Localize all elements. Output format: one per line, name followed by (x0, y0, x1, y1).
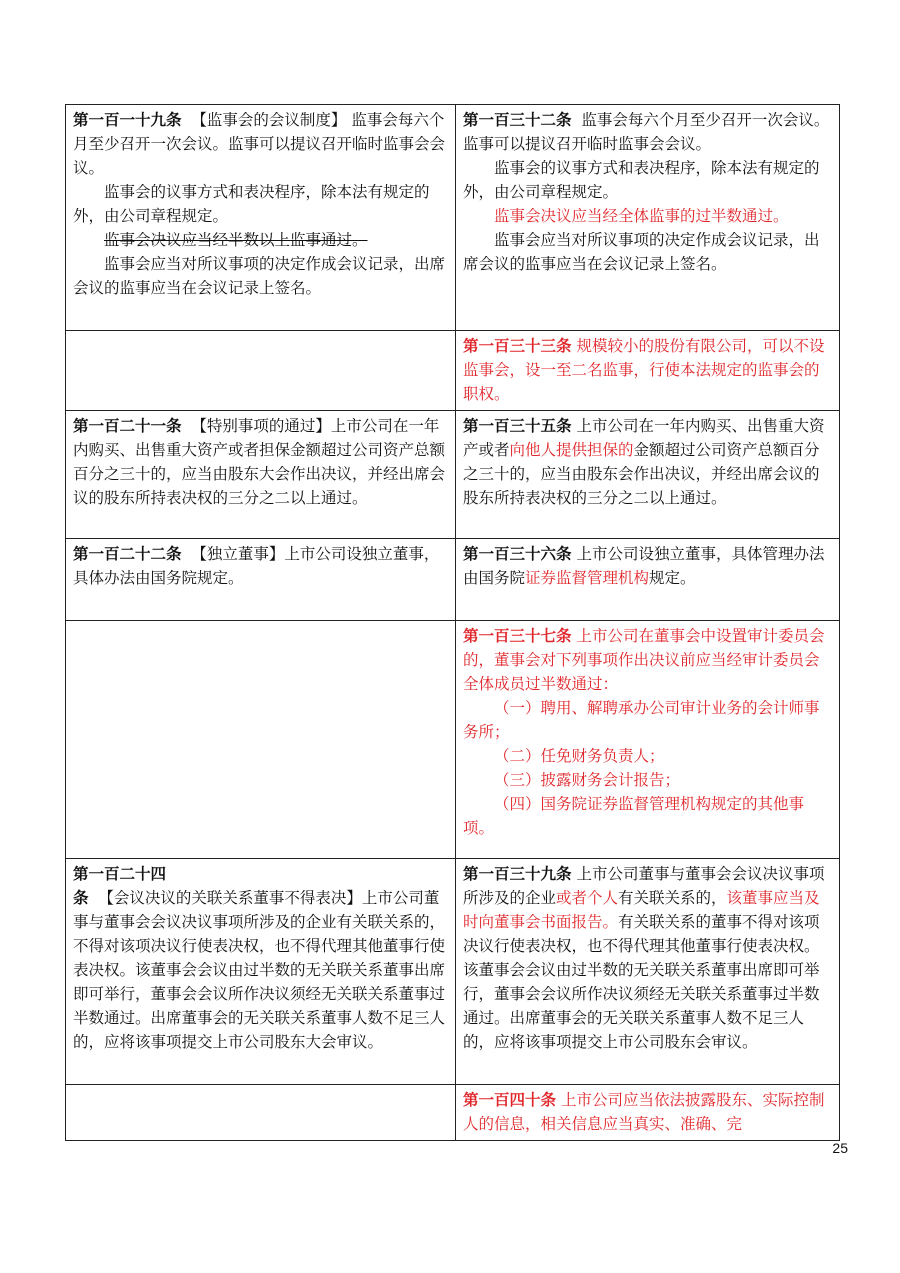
table-row (66, 411, 840, 539)
new-article-133 (456, 331, 840, 411)
article-text: 监事会应当对所议事项的决定作成会议记录，出席会议的监事应当在会议记录上签名。 (463, 231, 820, 273)
article-heading: 【监事会的会议制度】 (191, 111, 347, 129)
empty-cell (66, 331, 456, 411)
table-row (66, 1085, 840, 1141)
article-text: 金额超过公司资产总额百分之三十的，应当由股东会作出决议，并经出席会议的股东所持表决权的三分之二以上通过。 (463, 441, 820, 507)
article-number: 第一百三十七条 (463, 626, 572, 645)
article-number: 第一百三十三条 (463, 336, 572, 355)
article-text: 监事会的议事方式和表决程序，除本法有规定的外，由公司章程规定。 (73, 183, 430, 225)
new-article-139 (456, 859, 840, 1085)
table-row (66, 105, 840, 331)
article-text: 监事会的议事方式和表决程序，除本法有规定的外，由公司章程规定。 (463, 159, 820, 201)
deleted-text: 监事会决议应当经半数以上监事通过。 (104, 231, 368, 249)
added-text: 监事会决议应当经全体监事的过半数通过。 (494, 207, 789, 225)
added-text: 该董事应当及时向董事会书面报告。 (463, 889, 820, 931)
article-number: 第一百一十九条 (73, 110, 182, 129)
new-article-136 (456, 539, 840, 621)
article-text: 上市公司在一年内购买、出售重大资产或者担保金额超过公司资产总额百分之三十的，应当由股东大会作出决议，并经出席会议的股东所持表决权的三分之二以上通过。 (73, 417, 446, 507)
old-article-119 (66, 105, 456, 331)
article-text: 监事会应当对所议事项的决定作成会议记录，出席会议的监事应当在会议记录上签名。 (73, 255, 446, 297)
article-number: 第一百二十四条 (73, 864, 167, 907)
table-row (66, 331, 840, 411)
article-text: 规定。 (649, 569, 696, 587)
article-text: 上市公司设独立董事，具体办法由国务院规定。 (73, 545, 440, 587)
article-text: 监事会每六个月至少召开一次会议。监事可以提议召开临时监事会会议。 (463, 111, 830, 153)
old-article-124 (66, 859, 456, 1085)
list-item: （三）披露财务会计报告； (494, 771, 681, 789)
list-item: （一）聘用、解聘承办公司审计业务的会计师事务所； (463, 699, 820, 741)
article-heading: 【特别事项的通过】 (191, 417, 331, 435)
new-article-137 (456, 621, 840, 859)
article-heading: 【独立董事】 (191, 545, 285, 563)
new-article-132 (456, 105, 840, 331)
article-text: 上市公司董事与董事会会议决议事项所涉及的企业有关联关系的，不得对该项决议行使表决权，也不得代理其他董事行使表决权。该董事会会议由过半数的无关联关系董事出席即可举行，董事会会议所作决议须经无关联关系董事过半数通过。出席董事会的无关联关系董事人数不足三人的，应将该事项提交上市公司股东大会审议。 (73, 889, 446, 1051)
table-row (66, 539, 840, 621)
new-article-135 (456, 411, 840, 539)
article-text: 上市公司设独立董事，具体管理办法由国务院 (463, 545, 825, 587)
article-number: 第一百三十六条 (463, 544, 572, 563)
added-text: 规模较小的股份有限公司，可以不设监事会，设一至二名监事，行使本法规定的监事会的职权。 (463, 337, 825, 403)
page-number: 25 (832, 1140, 848, 1156)
new-article-140 (456, 1085, 840, 1141)
article-text: 监事会每六个月至少召开一次会议。监事可以提议召开临时监事会会议。 (73, 111, 446, 177)
article-number: 第一百三十五条 (463, 416, 572, 435)
added-text: 或者个人 (556, 889, 619, 907)
article-text: 上市公司在一年内购买、出售重大资产或者 (463, 417, 825, 459)
table-row (66, 621, 840, 859)
article-text: 上市公司董事与董事会会议决议事项所涉及的企业 (463, 865, 825, 907)
added-text: 上市公司应当依法披露股东、实际控制人的信息，相关信息应当真实、准确、完 (463, 1091, 825, 1133)
list-item: （二）任免财务负责人； (494, 747, 665, 765)
article-number: 第一百二十二条 (73, 544, 182, 563)
empty-cell (66, 1085, 456, 1141)
article-text: 有关联关系的董事不得对该项决议行使表决权，也不得代理其他董事行使表决权。该董事会会议由过半数的无关联关系董事出席即可举行，董事会会议所作决议须经无关联关系董事过半数通过。出席董事会的无关联关系董事人数不足三人的，应将该事项提交上市公司股东会审议。 (463, 913, 820, 1051)
article-text: 有关联关系的， (618, 889, 727, 907)
old-article-121 (66, 411, 456, 539)
article-number: 第一百三十二条 (463, 110, 572, 129)
old-article-122 (66, 539, 456, 621)
article-heading: 【会议决议的关联关系董事不得表决】 (98, 889, 362, 907)
comparison-table (65, 104, 840, 1141)
added-text: 证券监督管理机构 (525, 569, 650, 587)
article-number: 第一百二十一条 (73, 416, 182, 435)
list-item: （四）国务院证券监督管理机构规定的其他事项。 (463, 795, 805, 837)
article-number: 第一百四十条 (463, 1090, 557, 1109)
table-row (66, 859, 840, 1085)
empty-cell (66, 621, 456, 859)
added-text: 上市公司在董事会中设置审计委员会的，董事会对下列事项作出决议前应当经审计委员会全体成员过半数通过： (463, 627, 825, 693)
added-text: 向他人提供担保的 (509, 441, 634, 459)
article-number: 第一百三十九条 (463, 864, 572, 883)
